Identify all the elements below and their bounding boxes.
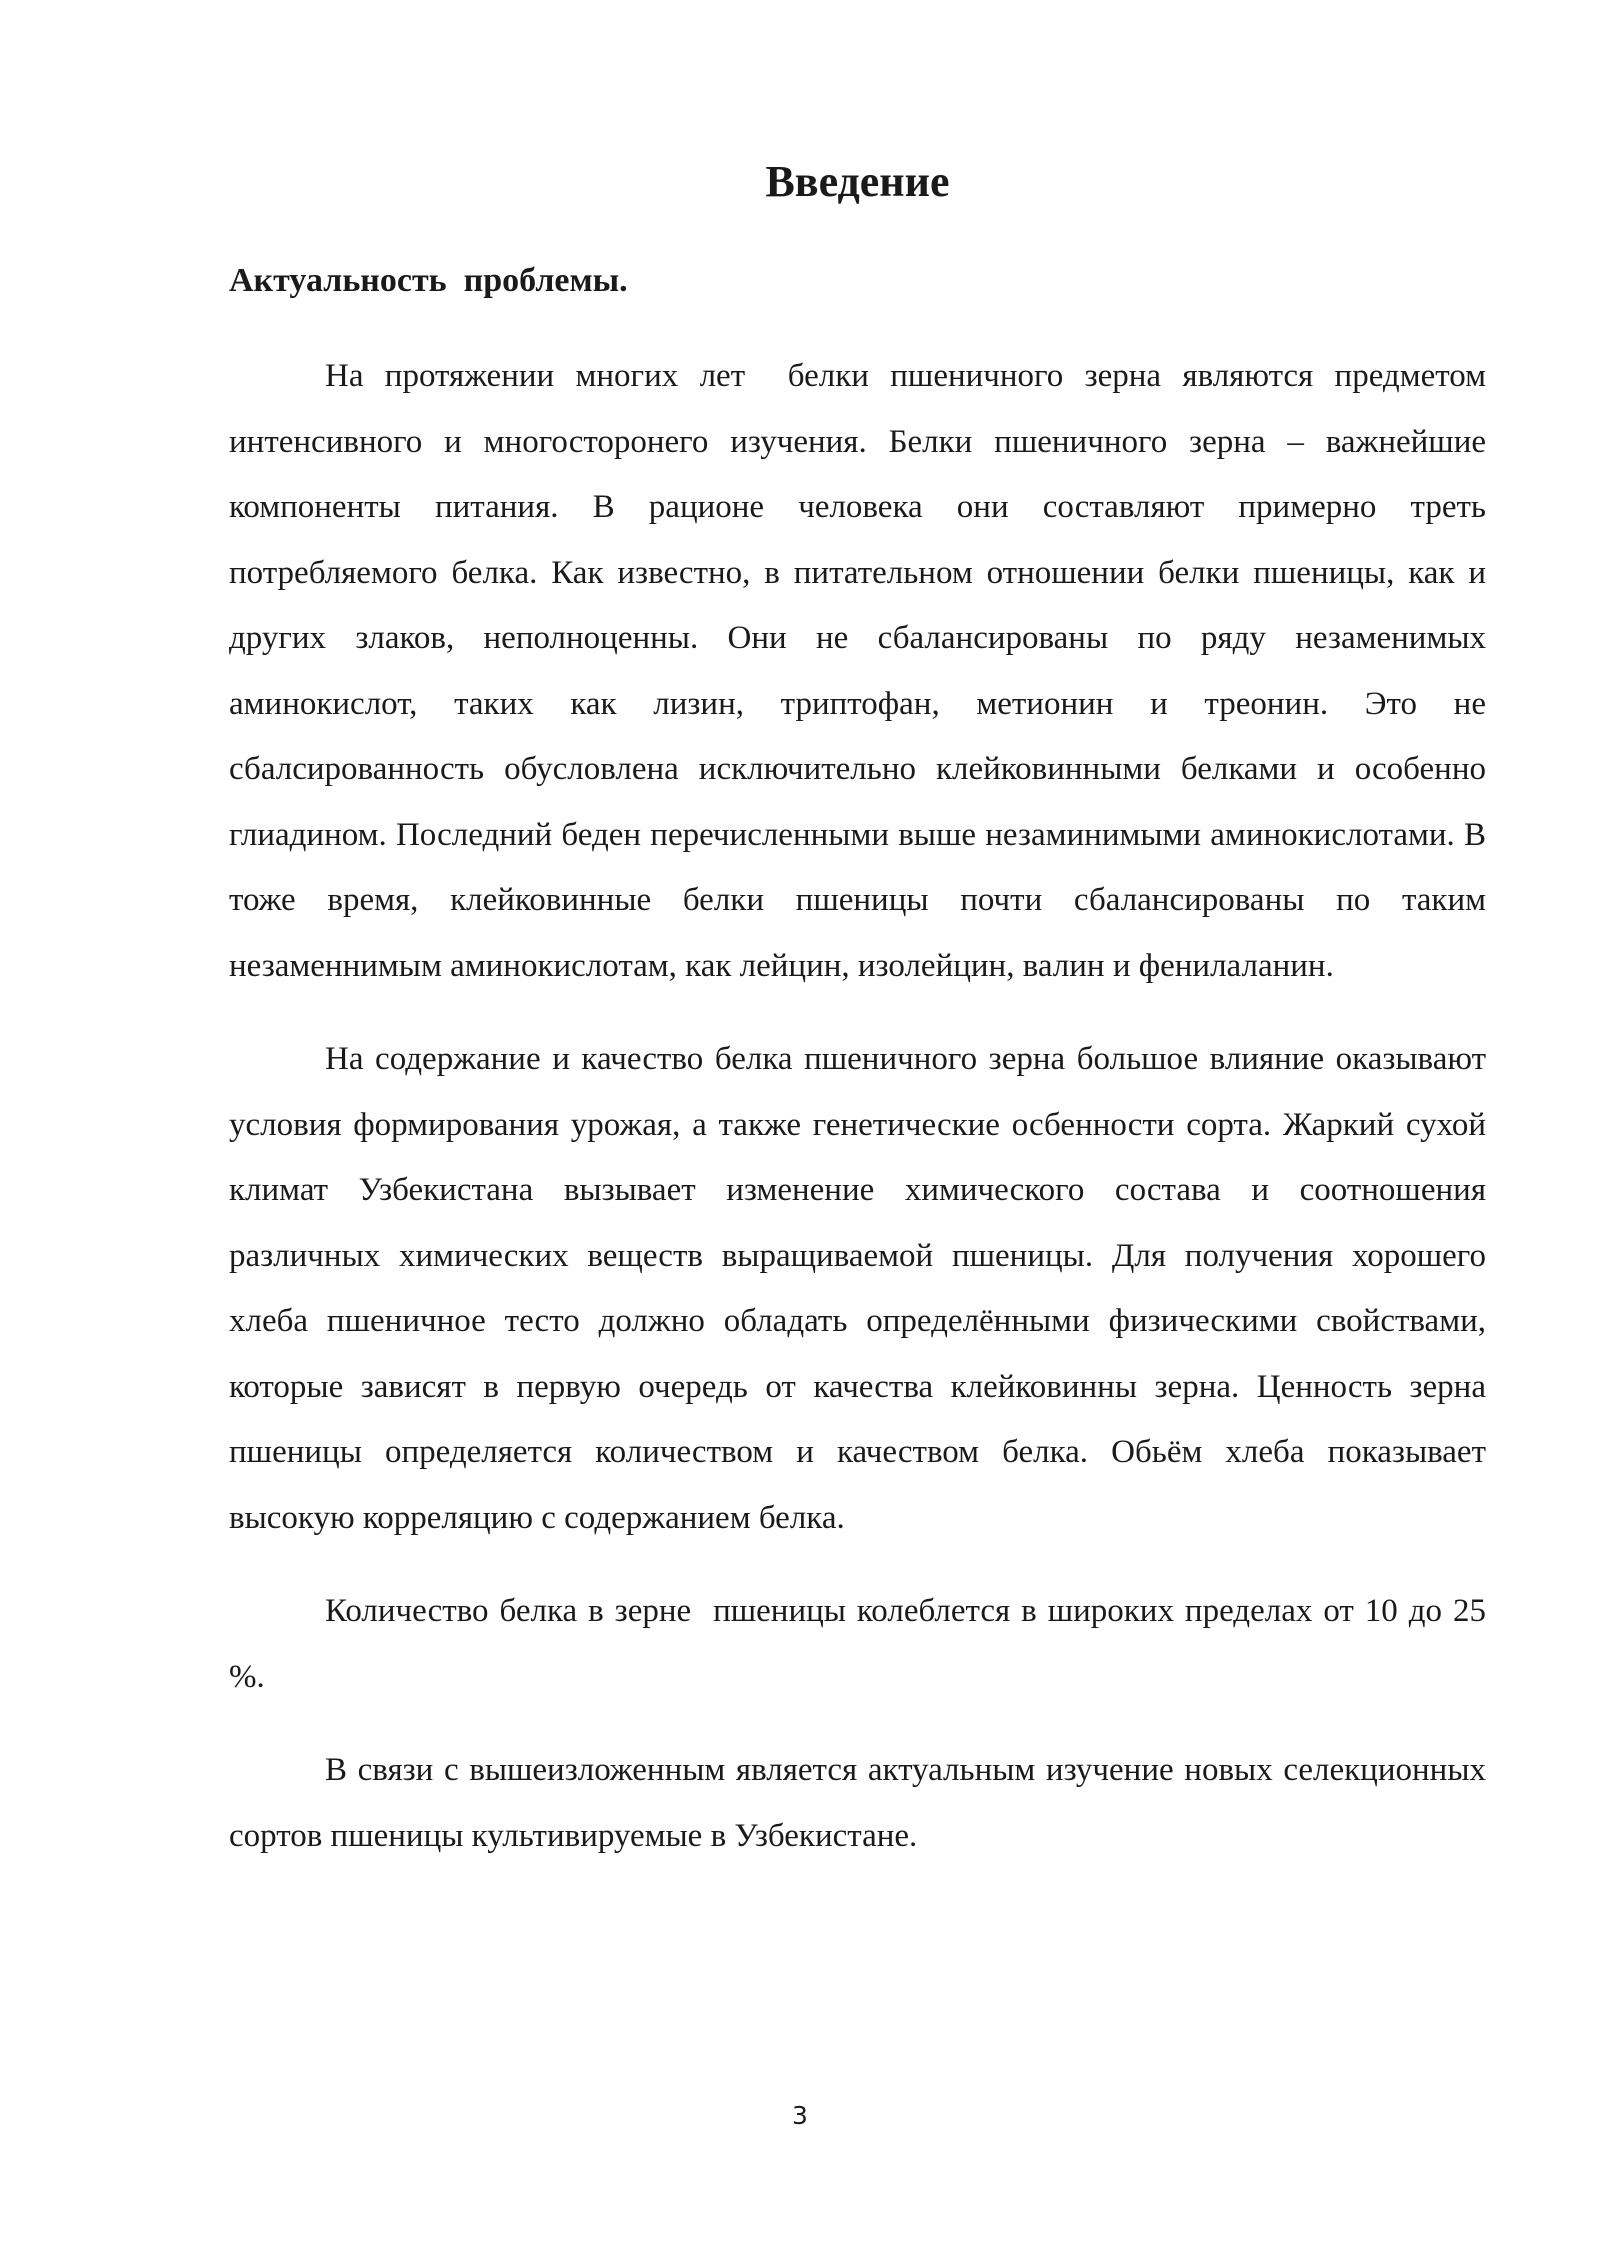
paragraph: Количество белка в зерне пшеницы колеблется в широких пределах от 10 до 25 %. (229, 1593, 1495, 1695)
paragraph: На содержание и качество белка пшеничного зерна большое влияние оказывают условия формирования урожая, а также генетические осбенности сорта. Жаркий сухой климат Узбекистана вызывает изменение химического состава и соотношения различных химических веществ выращиваемой пшеницы. Для получения хорошего хлеба пшеничное тесто должно обладать определёнными физическими свойствами, которые зависят в первую очередь от качества клейковинны зерна. Ценность зерна пшеницы определяется количеством и качеством белка. Обьём хлеба показывает высокую корреляцию с содержанием белка. (229, 1041, 1495, 1536)
page-content (229, 150, 1495, 1897)
page-title: Введение (765, 157, 950, 206)
paragraph: На протяжении многих лет белки пшеничного зерна являются предметом интенсивного и многосторонего изучения. Белки пшеничного зерна – важнейшие компоненты питания. В рационе человека они составляют примерно треть потребляемого белка. Как известно, в питательном отношении белки пшеницы, как и других злаков, неполноценны. Они не сбалансированы по ряду незаменимых аминокислот, таких как лизин, триптофан, метионин и треонин. Это не сбалсированность обусловлена исключительно клейковинными белками и особенно глиадином. Последний беден перечисленными выше незаминимыми аминокислотами. В тоже время, клейковинные белки пшеницы почти сбалансированы по таким незаменнимым аминокислотам, как лейцин, изолейцин, валин и фенилаланин. (229, 358, 1495, 984)
section-heading: Актуальность проблемы. (229, 262, 628, 299)
paragraph: В связи с вышеизложенным является актуальным изучение новых селекционных сортов пшеницы культивируемые в Узбекистане. (229, 1752, 1495, 1854)
page-number: 3 (792, 2101, 808, 2130)
